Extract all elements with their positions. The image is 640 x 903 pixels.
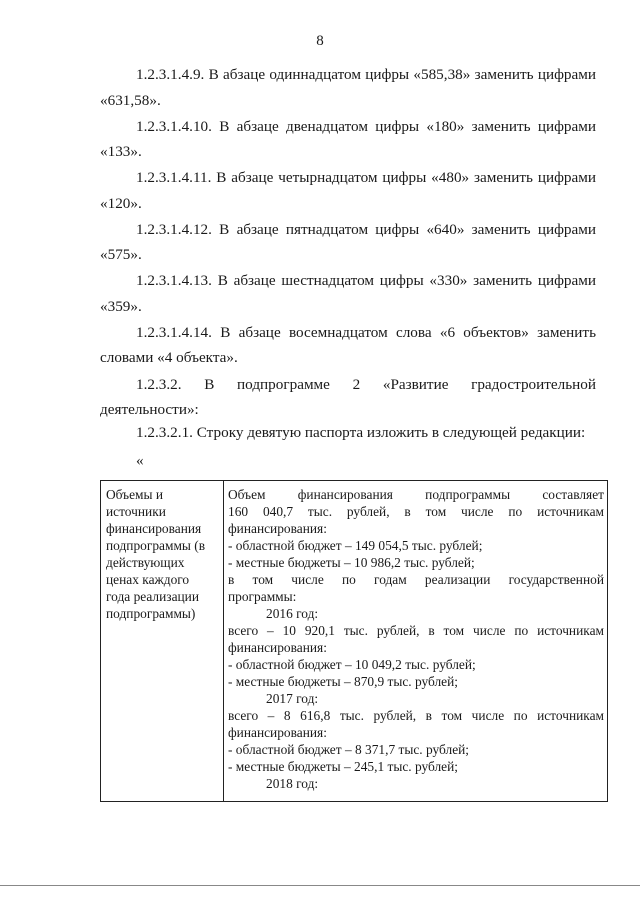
table-value-line: в том числе по годам реализации государственной — [228, 572, 604, 587]
table-value-line: - местные бюджеты – 10 986,2 тыс. рублей; — [228, 555, 475, 570]
table-value-line: финансирования: — [228, 521, 327, 536]
table-year-heading: 2016 год: — [266, 606, 319, 621]
table-year-heading: 2018 год: — [266, 776, 319, 791]
paragraph-line: 1.2.3.1.4.13. В абзаце шестнадцатом цифры «330» заменить цифрами — [136, 272, 596, 289]
table-label-line: подпрограммы) — [106, 606, 196, 621]
paragraph-line: 1.2.3.1.4.12. В абзаце пятнадцатом цифры «640» заменить цифрами — [136, 221, 596, 238]
paragraph-line: 1.2.3.1.4.14. В абзаце восемнадцатом слова «6 объектов» заменить — [136, 324, 596, 341]
table-value-line: всего – 8 616,8 тыс. рублей, в том числе по источникам — [228, 708, 604, 723]
table-value-line: - местные бюджеты – 245,1 тыс. рублей; — [228, 759, 459, 774]
opening-quote: « — [136, 452, 144, 469]
table-label-line: года реализации — [106, 589, 200, 604]
paragraph-line: «133». — [100, 143, 142, 160]
table-value-line: - областной бюджет – 8 371,7 тыс. рублей; — [228, 742, 470, 757]
table-label-line: ценах каждого — [106, 572, 190, 587]
table-value-line: - местные бюджеты – 870,9 тыс. рублей; — [228, 674, 459, 689]
paragraph-line: 1.2.3.1.4.9. В абзаце одиннадцатом цифры «585,38» заменить цифрами — [136, 66, 596, 83]
table-value-line: программы: — [228, 589, 297, 604]
paragraph-line: 1.2.3.1.4.11. В абзаце четырнадцатом цифры «480» заменить цифрами — [136, 169, 596, 186]
paragraph-line: 1.2.3.2.1. Строку девятую паспорта изложить в следующей редакции: — [136, 424, 586, 441]
table-label-line: действующих — [106, 555, 185, 570]
table-value-line: Объем финансирования подпрограммы составляет — [228, 487, 604, 502]
paragraph-line: словами «4 объекта». — [100, 349, 238, 366]
financing-table — [100, 480, 608, 802]
table-value-cell — [228, 486, 604, 792]
page-bottom-edge — [0, 885, 640, 886]
table-column-divider — [223, 481, 224, 801]
table-value-line: финансирования: — [228, 725, 327, 740]
table-label-line: источники — [106, 504, 166, 519]
table-label-line: подпрограммы (в — [106, 538, 206, 553]
page-number: 8 — [316, 33, 324, 49]
table-year-heading: 2017 год: — [266, 691, 319, 706]
paragraph-line: «120». — [100, 195, 142, 212]
paragraph-line: «631,58». — [100, 92, 161, 109]
table-label-cell — [106, 486, 222, 622]
paragraph-line: 1.2.3.2. В подпрограмме 2 «Развитие градостроительной — [136, 376, 596, 393]
table-value-line: всего – 10 920,1 тыс. рублей, в том числе по источникам — [228, 623, 604, 638]
table-value-line: финансирования: — [228, 640, 327, 655]
table-label-line: Объемы и — [106, 487, 164, 502]
table-value-line: - областной бюджет – 10 049,2 тыс. рублей; — [228, 657, 476, 672]
paragraph-line: «575». — [100, 246, 142, 263]
paragraph-line: 1.2.3.1.4.10. В абзаце двенадцатом цифры «180» заменить цифрами — [136, 118, 596, 135]
table-value-line: - областной бюджет – 149 054,5 тыс. рублей; — [228, 538, 483, 553]
paragraph-line: деятельности»: — [100, 401, 199, 418]
paragraph-line: «359». — [100, 298, 142, 315]
table-value-line: 160 040,7 тыс. рублей, в том числе по источникам — [228, 504, 604, 519]
table-label-line: финансирования — [106, 521, 202, 536]
